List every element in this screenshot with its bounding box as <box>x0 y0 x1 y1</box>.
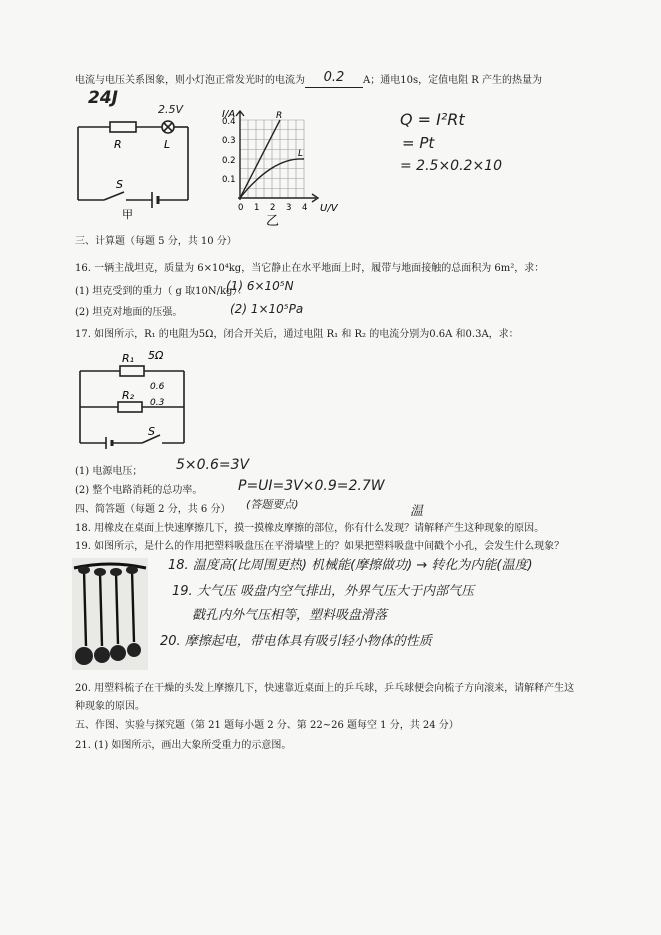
q18: 18. 用橡皮在桌面上快速摩擦几下，摸一摸橡皮摩擦的部位，你有什么发现？请解释产生这种现象的原因。 <box>75 523 545 534</box>
x-tick: 0 <box>238 203 244 213</box>
y-tick: 0.2 <box>222 156 236 166</box>
hw-answer-19b: 戳孔内外气压相等，塑料吸盘滑落 <box>192 608 388 623</box>
caption-jia: 甲 <box>122 208 133 221</box>
q16-p1: (1) 坦克受到的重力（ g 取10N/kg）： <box>75 286 248 297</box>
q16-a2: (2) 1×10⁵Pa <box>230 302 304 316</box>
q16-p2: (2) 坦克对地面的压强。 <box>75 307 183 318</box>
q16-stem: 16. 一辆主战坦克，质量为 6×10⁴kg，当它静止在水平地面上时，履带与地面接触的总面积为 6m²，求： <box>75 263 545 274</box>
x-tick: 4 <box>302 203 308 213</box>
x-tick: 1 <box>254 203 260 213</box>
q20-line2: 种现象的原因。 <box>75 701 145 712</box>
section4-title: 四、简答题（每题 2 分，共 6 分） <box>75 504 231 515</box>
q17-a1: 5×0.6=3V <box>176 457 250 473</box>
label-R1: R₁ <box>122 352 135 365</box>
hw-answer-19a: 19. 大气压 吸盘内空气排出，外界气压大于内部气压 <box>172 584 474 599</box>
x-tick: 3 <box>286 203 292 213</box>
label-R: R <box>114 138 122 151</box>
q19: 19. 如图所示，是什么的作用把塑料吸盘压在平滑墙壁上的？如果把塑料吸盘中间戳个小孔，会发生什么现象？ <box>75 541 565 552</box>
label-R2: R₂ <box>122 389 135 402</box>
q15-blank <box>305 70 363 88</box>
q15-work-1: Q = I²Rt <box>400 110 465 129</box>
note-wen: 温 <box>410 504 424 519</box>
note-0.6: 0.6 <box>150 382 165 392</box>
q15-answer: 0.2 <box>323 70 345 85</box>
q15-work-2: = Pt <box>402 134 435 152</box>
q20-line1: 20. 用塑料梳子在干燥的头发上摩擦几下，快速靠近桌面上的乒乓球，乒乓球便会向梳子方向滚来，请解释产生这 <box>75 683 575 694</box>
note-5ohm: 5Ω <box>148 349 164 362</box>
q15-line <box>75 70 542 88</box>
note-0.3: 0.3 <box>150 398 165 408</box>
q17-stem: 17. 如图所示，R₁ 的电阻为5Ω，闭合开关后，通过电阻 R₁ 和 R₂ 的电流分别为0.6A 和0.3A，求： <box>75 329 519 340</box>
y-tick: 0.1 <box>222 175 236 185</box>
x-tick: 2 <box>270 203 276 213</box>
curve-L-label: L <box>298 149 304 159</box>
hw-answer-18: 18. 温度高(比周围更热) 机械能(摩擦做功) → 转化为内能(温度) <box>168 558 533 573</box>
q15-prefix: 电流与电压关系图象，则小灯泡正常发光时的电流为 <box>75 75 305 86</box>
curve-R-label: R <box>276 111 283 121</box>
label-L: L <box>164 138 171 151</box>
section3-title: 三、计算题（每题 5 分，共 10 分） <box>75 236 237 247</box>
y-axis-label: I/A <box>222 109 236 120</box>
q16-a1: (1) 6×10⁵N <box>226 279 294 293</box>
suction-hooks-image <box>72 558 148 670</box>
q15-heat-answer: 24J <box>88 88 118 108</box>
q21: 21. (1) 如图所示，画出大象所受重力的示意图。 <box>75 740 292 751</box>
section5-title: 五、作图、实验与探究题（第 21 题每小题 2 分、第 22~26 题每空 1 分，共 24 分） <box>75 720 459 731</box>
graph-yi <box>212 108 352 230</box>
q17-p2: (2) 整个电路消耗的总功率。 <box>75 485 203 496</box>
caption-yi: 乙 <box>266 214 280 229</box>
note-answer-points: (答题要点) <box>246 498 299 511</box>
q15-suffix: A；通电10s，定值电阻 R 产生的热量为 <box>363 75 542 86</box>
label-S2: S <box>148 425 155 438</box>
q15-work-3: = 2.5×0.2×10 <box>400 158 502 174</box>
y-tick: 0.3 <box>222 136 236 146</box>
x-axis-label: U/V <box>320 203 338 214</box>
q15-voltage-note: 2.5V <box>158 103 184 116</box>
circuit-q17 <box>72 345 202 453</box>
q17-p1: (1) 电源电压； <box>75 466 143 477</box>
q16-part1 <box>75 285 247 298</box>
label-S: S <box>116 178 123 191</box>
q17-a2: P=UI=3V×0.9=2.7W <box>238 478 385 494</box>
hw-answer-20: 20. 摩擦起电，带电体具有吸引轻小物体的性质 <box>160 634 432 649</box>
y-tick: 0.4 <box>222 117 236 127</box>
circuit-jia <box>70 112 200 222</box>
